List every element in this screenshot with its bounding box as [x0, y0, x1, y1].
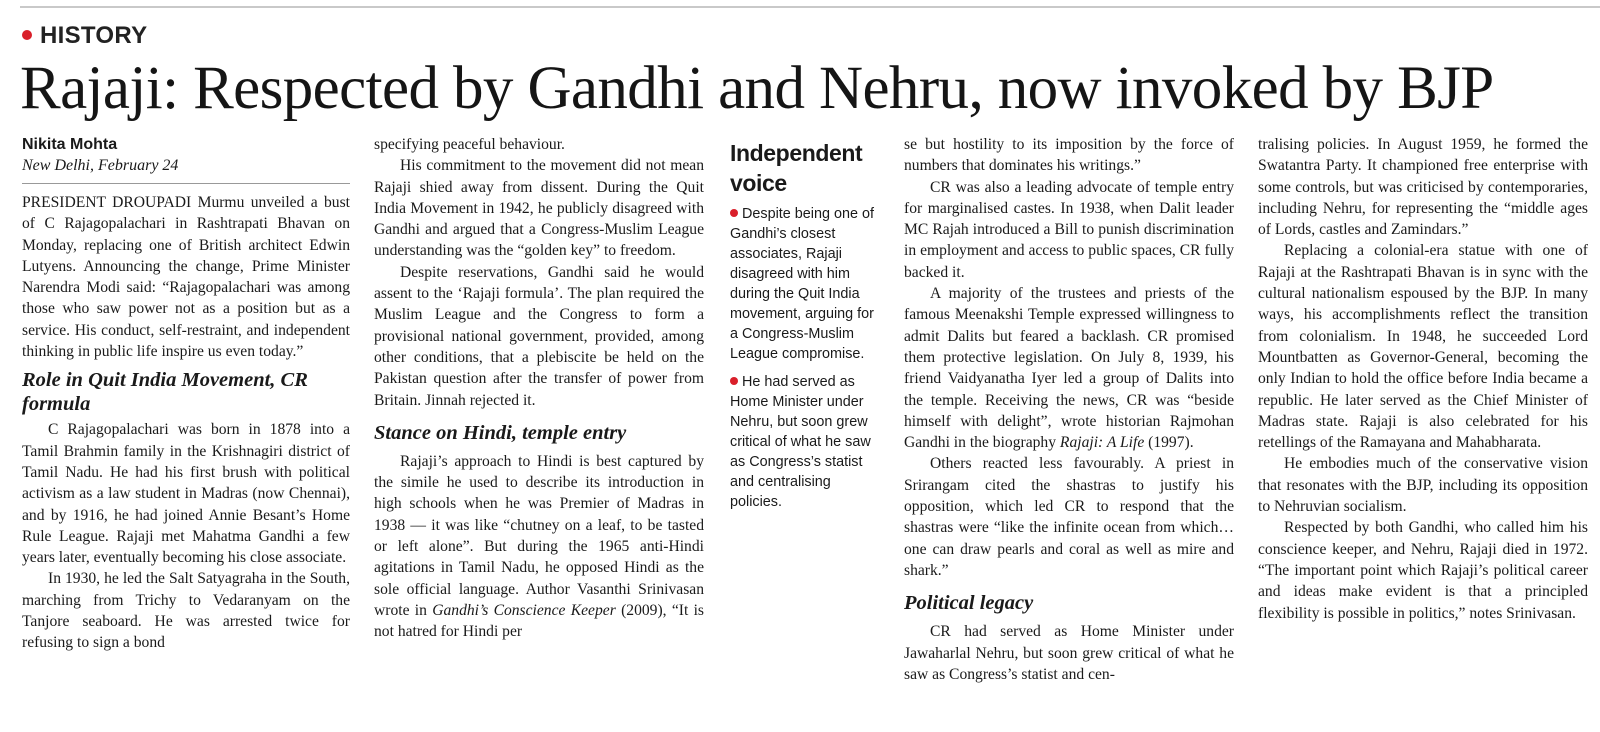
paragraph: tralising policies. In August 1959, he formed the Swatantra Party. It championed free enterprise with some controls, but was criticised by contemporaries, including Nehru, for representing the “middle ages of Lords, castles and Zamindars.” [1258, 136, 1588, 239]
article-column-4 [904, 134, 1234, 685]
paragraph: He embodies much of the conservative vision that resonates with the BJP, including its opposition to Nehruvian socialism. [1258, 455, 1588, 516]
book-title: Gandhi’s Conscience Keeper [432, 601, 616, 619]
headline: Rajaji: Respected by Gandhi and Nehru, now invoked by BJP [20, 55, 1494, 122]
paragraph: CR had served as Home Minister under Jawaharlal Nehru, but soon grew critical of what he saw as Congress’s statist and cen- [904, 623, 1234, 683]
paragraph: specifying peaceful behaviour. [374, 136, 565, 153]
bullet-text: He had served as Home Minister under Nehru, but soon grew critical of what he saw as Congress’s statist and centralising policies. [730, 374, 871, 510]
red-bullet-icon [730, 377, 738, 385]
kicker-label: HISTORY [40, 22, 148, 49]
article-column-5 [1258, 134, 1588, 624]
text-run: (2009), “It is not hatred for Hindi per [374, 601, 704, 641]
paragraph [904, 283, 1234, 453]
red-dot-icon [22, 30, 32, 40]
sidebar-title [730, 138, 880, 198]
dateline: New Delhi, February 24 [22, 157, 179, 174]
article-column-1 [22, 134, 350, 654]
top-rule [20, 6, 1600, 8]
text-run: Rajaji’s approach to Hindi is best captured by the simile he used to describe its introduction in high schools when he was Premier of Madras in 1938 — it was like “chutney on a leaf, to be tasted or left alone”. But during the 1965 anti-Hindi agitations in Tamil Nadu, he opposed Hindi as the sole official language. Author Vasanthi Srinivasan wrote in [374, 452, 704, 619]
paragraph: Despite reservations, Gandhi said he would assent to the ‘Rajaji formula’. The plan required the Muslim League and the Congress to form a provisional national government, provided, among other conditions, that a plebiscite be held on the Pakistan question after the transfer of power from Britain. Jinnah rejected it. [374, 263, 704, 409]
article-column-2 [374, 134, 704, 643]
paragraph: Replacing a colonial-era statue with one of Rajaji at the Rashtrapati Bhavan is in sync with the cultural nationalism espoused by the BJP. In many ways, his accomplishments reflect the transition from colonialism. In 1948, he succeeded Lord Mountbatten as Governor-General, becoming the only Indian to hold the office before India became a republic. He later served as the Chief Minister of Madras state. Rajaji is also celebrated for his retellings of the Ramayana and Mahabharata. [1258, 242, 1588, 452]
sidebar-title-line: Independent [730, 140, 863, 166]
red-bullet-icon [730, 209, 738, 217]
paragraph: His commitment to the movement did not mean Rajaji shied away from dissent. During the Quit India Movement in 1942, he publicly disagreed with Gandhi and argued that a Congress-Muslim League understanding was the “golden key” to freedom. [374, 157, 704, 260]
book-title: Rajaji: A Life [1059, 434, 1145, 452]
bullet-text: Despite being one of Gandhi’s closest associates, Rajaji disagreed with him during the Quit India movement, arguing for a Congress-Muslim League compromise. [730, 206, 875, 362]
sidebar-independent-voice [730, 138, 880, 520]
paragraph: Others reacted less favourably. A priest in Srirangam cited the shastras to justify his opposition, which led CR to respond that the shastras were “like the infinite ocean from which… one can draw pearls and coral as well as mire and shark.” [904, 455, 1234, 579]
sidebar-title-line: voice [730, 170, 787, 196]
byline-author: Nikita Mohta [22, 136, 118, 153]
text-run: A majority of the trustees and priests of the famous Meenakshi Temple expressed willingness to admit Dalits but feared a backlash. CR promised them protective legislation. On July 8, 1939, his friend Vaidyanatha Iyer led a group of Dalits into the temple. Receiving the news, CR was “beside himself with delight”, wrote historian Rajmohan Gandhi in the biography [904, 285, 1234, 452]
paragraph: PRESIDENT DROUPADI Murmu unveiled a bust of C Rajagopalachari in Rashtrapati Bhavan on Monday, replacing one of British architect Edwin Lutyens. Announcing the change, Prime Minister Narendra Modi said: “Rajagopalachari was among those who saw power not as a position but as a service. His conduct, self-restraint, and independent thinking in public life inspire us even today.” [22, 194, 350, 361]
paragraph: CR was also a leading advocate of temple entry for marginalised castes. In 1938, when Dalit leader MC Rajah introduced a Bill to punish discrimination in employment and access to public spaces, CR fully backed it. [904, 178, 1234, 281]
subheading-hindi: Stance on Hindi, temple entry [374, 421, 627, 444]
subheading-political-legacy: Political legacy [904, 592, 1034, 615]
text-run: (1997). [1144, 434, 1194, 452]
paragraph: se but hostility to its imposition by the force of numbers that dominates his writings.” [904, 136, 1234, 175]
paragraph: C Rajagopalachari was born in 1878 into a Tamil Brahmin family in the Krishnagiri district of Tamil Nadu. He had his first brush with political activism as a law student in Madras (now Chennai), and by 1916, he had joined Annie Besant’s Home Rule League. Rajaji met Mahatma Gandhi a few years later, eventually becoming his close associate. [22, 421, 350, 567]
section-kicker [22, 22, 147, 50]
byline-divider [22, 183, 350, 184]
paragraph [374, 451, 704, 643]
paragraph: In 1930, he led the Salt Satyagraha in the South, marching from Trichy to Vedaranyam on the Tanjore seaboard. He was arrested twice for refusing to sign a bond [22, 570, 350, 652]
paragraph: Respected by both Gandhi, who called him his conscience keeper, and Nehru, Rajaji died in 1972. “The important point which Rajaji’s political career and ideas make evident is that a principled flexibility is possible in politics,” notes Srinivasan. [1258, 519, 1588, 622]
subheading-quit-india: Role in Quit India Movement, CR formula [22, 369, 308, 416]
sidebar-bullet [730, 204, 880, 364]
sidebar-bullet [730, 372, 880, 512]
